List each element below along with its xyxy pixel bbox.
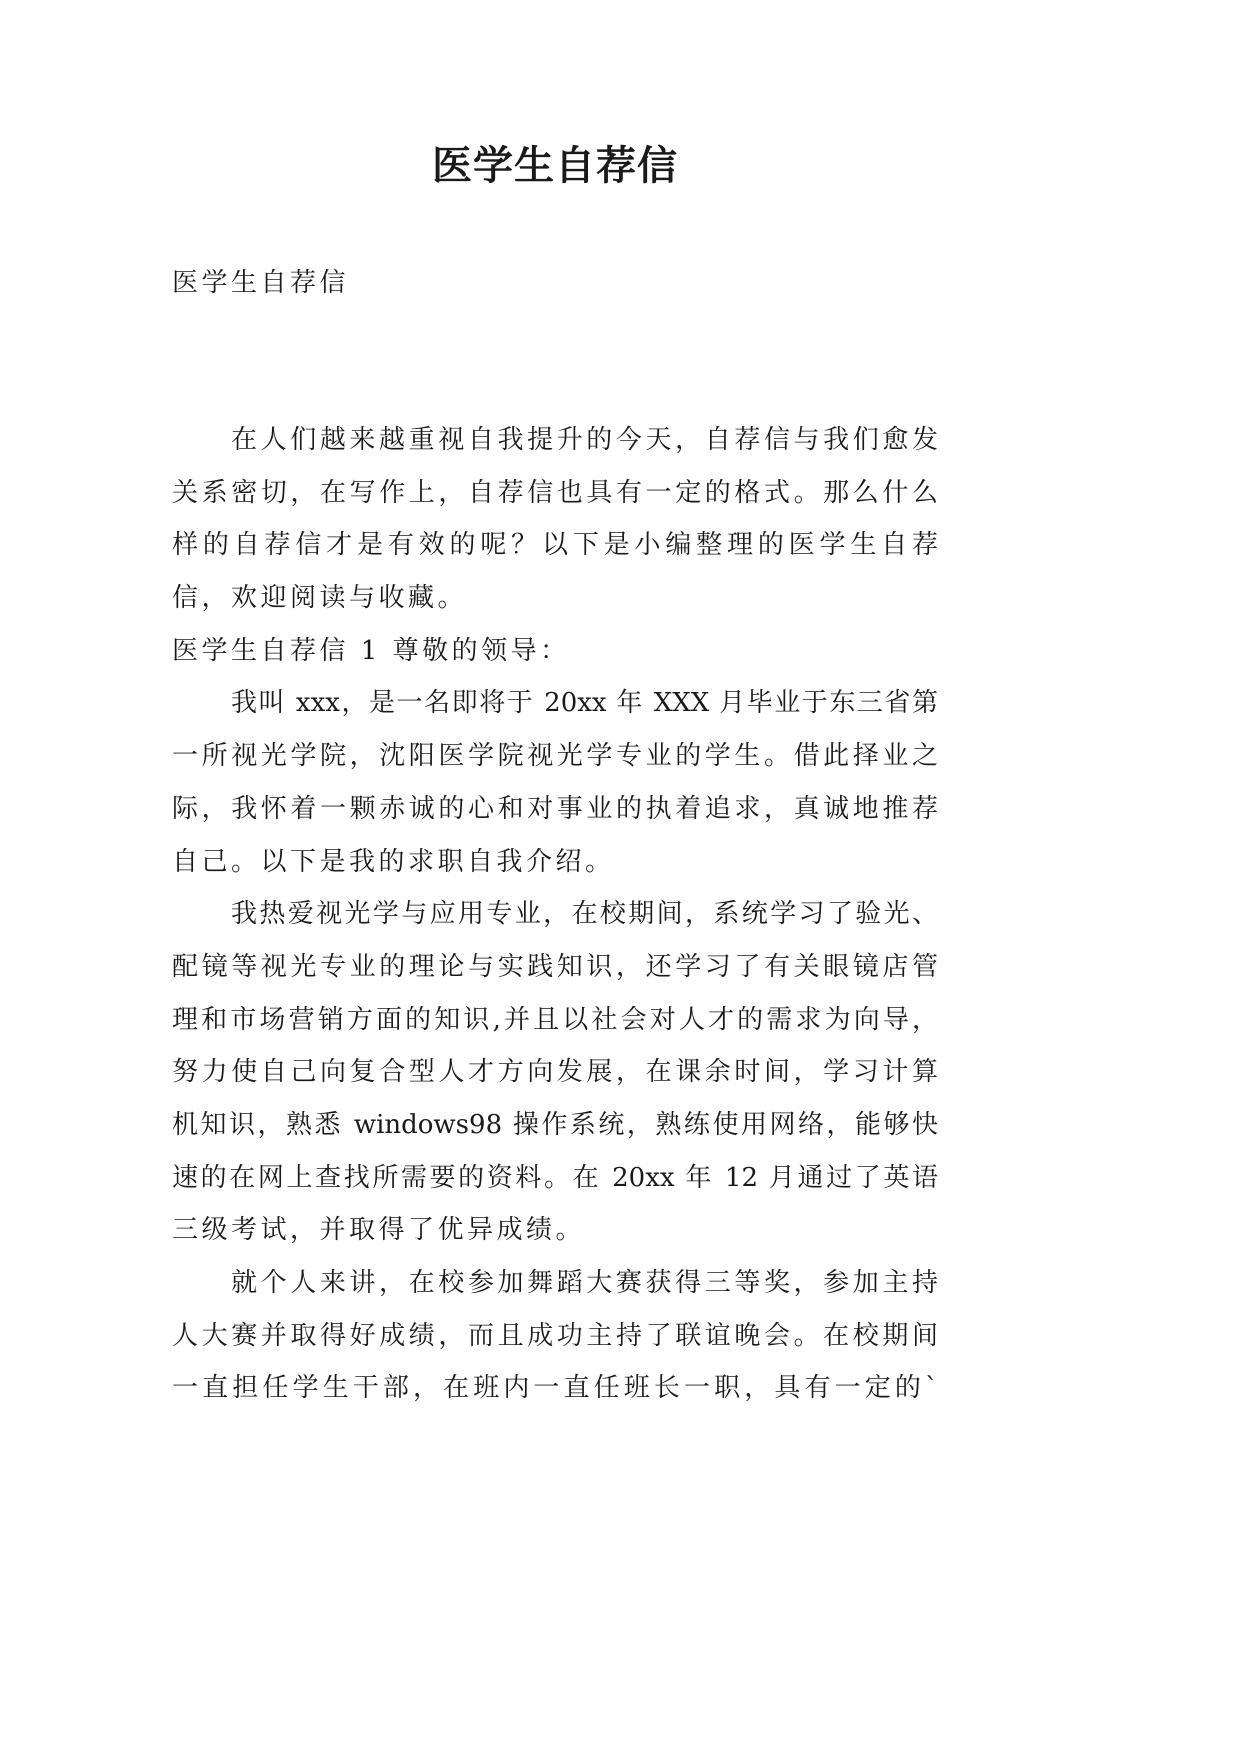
paragraph-line: 信，欢迎阅读与收藏。 — [172, 583, 468, 614]
paragraph-line: 速的在网上查找所需要的资料。在 20xx 年 12 月通过了英语 — [172, 1162, 938, 1193]
paragraph-line: 际，我怀着一颗赤诚的心和对事业的执着追求，真诚地推荐 — [172, 793, 938, 824]
paragraph-intro — [172, 414, 938, 625]
paragraph-line: 自己。以下是我的求职自我介绍。 — [172, 846, 615, 877]
paragraph-studies — [172, 888, 938, 1257]
paragraph-self-introduction — [172, 677, 938, 888]
paragraph-line: 关系密切，在写作上，自荐信也具有一定的格式。那么什么 — [172, 477, 938, 508]
paragraph-line: 努力使自己向复合型人才方向发展，在课余时间，学习计算 — [172, 1057, 938, 1088]
paragraph-line: 在人们越来越重视自我提升的今天，自荐信与我们愈发 — [231, 425, 938, 455]
paragraph-activities — [172, 1257, 938, 1415]
document-title: 医学生自荐信 — [432, 142, 678, 189]
paragraph-line: 我叫 xxx，是一名即将于 20xx 年 XXX 月毕业于东三省第 — [231, 688, 938, 719]
salutation-line: 医学生自荐信 1 尊敬的领导： — [172, 635, 570, 666]
paragraph-line: 一所视光学院，沈阳医学院视光学专业的学生。借此择业之 — [172, 741, 938, 772]
paragraph-line: 理和市场营销方面的知识,并且以社会对人才的需求为向导， — [172, 1004, 938, 1035]
paragraph-line: 机知识，熟悉 windows98 操作系统，熟练使用网络，能够快 — [172, 1109, 938, 1140]
paragraph-line: 我热爱视光学与应用专业，在校期间，系统学习了验光、 — [231, 899, 938, 930]
paragraph-line: 配镜等视光专业的理论与实践知识，还学习了有关眼镜店管 — [172, 951, 938, 982]
paragraph-line: 三级考试，并取得了优异成绩。 — [172, 1215, 586, 1246]
paragraph-line: 一直担任学生干部，在班内一直任班长一职，具有一定的` — [172, 1373, 938, 1404]
letter-salutation — [172, 625, 938, 678]
paragraph-line: 就个人来讲，在校参加舞蹈大赛获得三等奖，参加主持 — [231, 1268, 938, 1298]
document-subtitle: 医学生自荐信 — [172, 268, 350, 298]
document-body — [172, 414, 938, 1415]
paragraph-line: 人大赛并取得好成绩，而且成功主持了联谊晚会。在校期间 — [172, 1320, 938, 1351]
paragraph-line: 样的自荐信才是有效的呢？以下是小编整理的医学生自荐 — [172, 530, 938, 561]
